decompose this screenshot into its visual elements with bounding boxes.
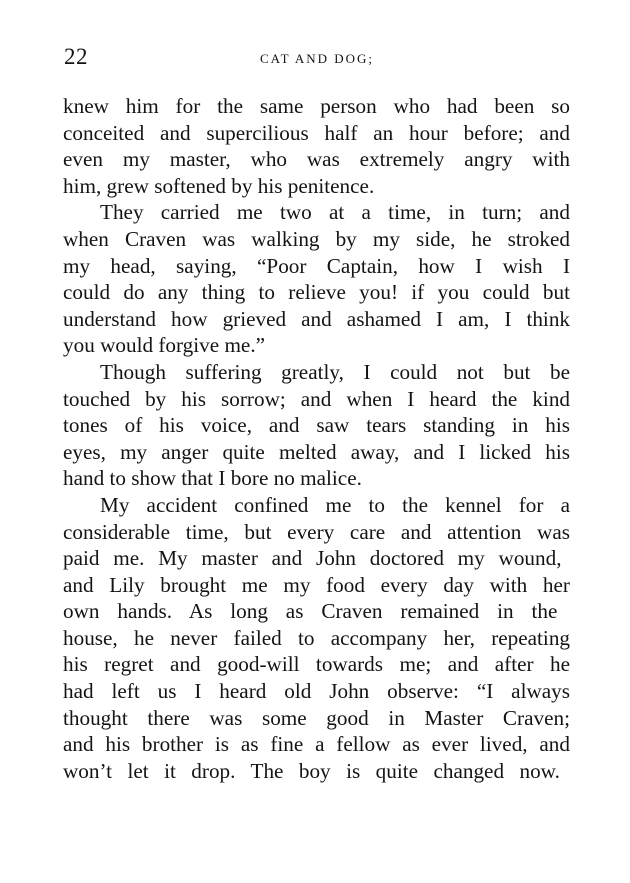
text-line: and his brother is as fine a fellow as ever lived, and <box>63 732 570 757</box>
text-line: my head, saying, “Poor Captain, how I wish I <box>63 253 571 278</box>
text-line: eyes, my anger quite melted away, and I licked his <box>63 439 570 464</box>
text-line: Though suffering greatly, I could not but be <box>100 359 570 384</box>
text-line: won’t let it drop. The boy is quite changed now. <box>63 758 560 783</box>
text-line: had left us I heard old John observe: “I always <box>63 679 571 704</box>
text-line: you would forgive me.” <box>63 333 266 358</box>
text-line: his regret and good-will towards me; and after he <box>63 652 571 677</box>
running-title: CAT AND DOG; <box>259 51 375 66</box>
text-line: thought there was some good in Master Craven; <box>63 705 570 730</box>
text-line: him, grew softened by his penitence. <box>63 173 375 198</box>
text-line: paid me. My master and John doctored my wound, <box>63 546 562 571</box>
paragraph <box>63 492 570 785</box>
text-line: hand to show that I bore no malice. <box>63 466 362 491</box>
text-line: when Craven was walking by my side, he stroked <box>63 226 570 251</box>
text-line: conceited and supercilious half an hour before; and <box>63 120 571 145</box>
text-line: knew him for the same person who had been so <box>63 94 570 118</box>
text-line: understand how grieved and ashamed I am, I think <box>63 306 571 331</box>
text-line: and Lily brought me my food every day with her <box>63 572 570 597</box>
text-line: even my master, who was extremely angry with <box>63 147 570 172</box>
text-line: house, he never failed to accompany her, repeating <box>63 625 571 650</box>
text-line: touched by his sorrow; and when I heard the kind <box>63 386 571 411</box>
text-line: considerable time, but every care and attention was <box>63 519 570 544</box>
body-text <box>63 93 570 784</box>
paragraph <box>63 199 570 359</box>
text-line: own hands. As long as Craven remained in the <box>63 599 558 624</box>
text-line: tones of his voice, and saw tears standing in his <box>63 413 570 438</box>
page-header <box>64 44 570 78</box>
text-line: They carried me two at a time, in turn; and <box>100 200 570 225</box>
text-line: could do any thing to relieve you! if you could but <box>63 280 570 305</box>
paragraph <box>63 93 570 199</box>
paragraph <box>63 359 570 492</box>
text-line: My accident confined me to the kennel for a <box>100 492 570 517</box>
page-number: 22 <box>64 44 88 69</box>
